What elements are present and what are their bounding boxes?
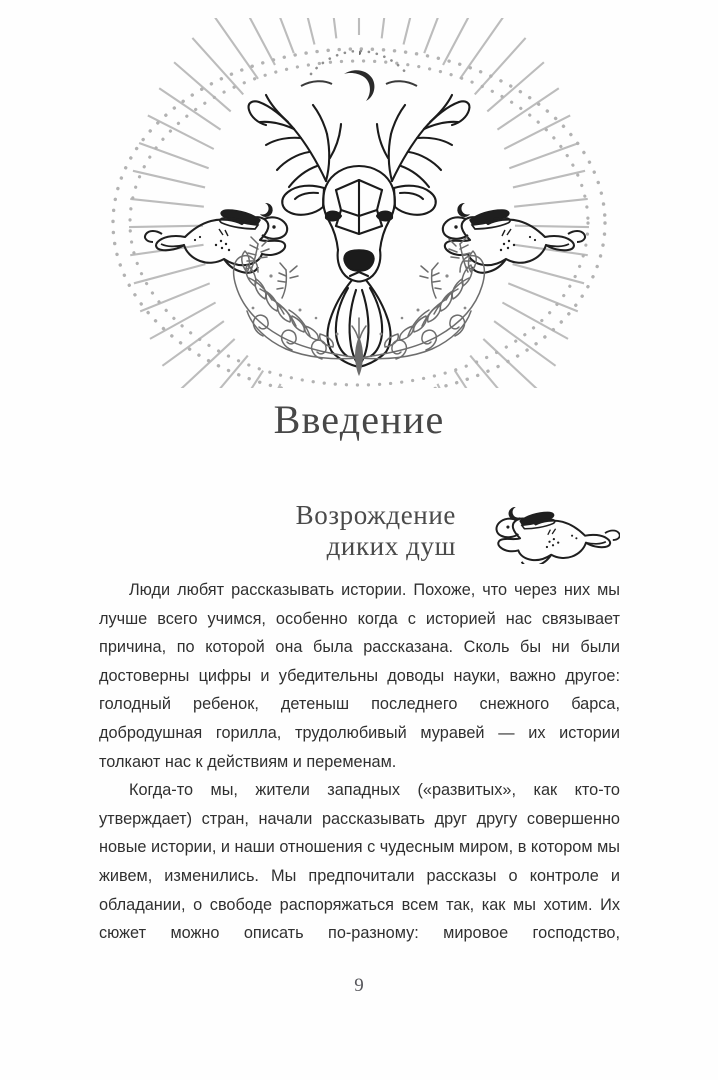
crescent-moon	[301, 51, 417, 101]
body-text	[99, 576, 620, 948]
paragraph-2: Когда-то мы, жители западных («развитых», как кто-то утверждает) стран, начали рассказывать друг другу совершенно новые истории, и наши отношения с чудесным миром, в котором мы живем, изменились. Мы предпочитали рассказы о контроле и обладании, о свободе распоряжаться всем так, как мы хотим. Их сюжет можно описать по-разному: мировое господство,	[99, 781, 620, 943]
subtitle-line-1: Возрождение	[295, 500, 456, 530]
paragraph-1: Люди любят рассказывать истории. Похоже, что через них мы лучше всего учимся, особенно когда с историей нас связывает причина, по которой она была рассказана. Сколь бы ни были достоверны цифры и убедительны доводы науки, важно другое: голодный ребенок, детеныш последнего снежного барса, добродушная горилла, трудолюбивый муравей — их истории толкают нас к действиям и переменам.	[99, 581, 620, 771]
subtitle	[296, 498, 456, 562]
left-hare	[145, 203, 287, 273]
subtitle-block	[98, 498, 620, 564]
subtitle-line-2: диких душ	[326, 531, 456, 561]
deer-hares-sunburst-emblem	[0, 18, 718, 388]
page-number: 9	[354, 975, 364, 996]
leaping-hare-icon	[470, 502, 620, 564]
page-title: Введение	[273, 397, 445, 442]
